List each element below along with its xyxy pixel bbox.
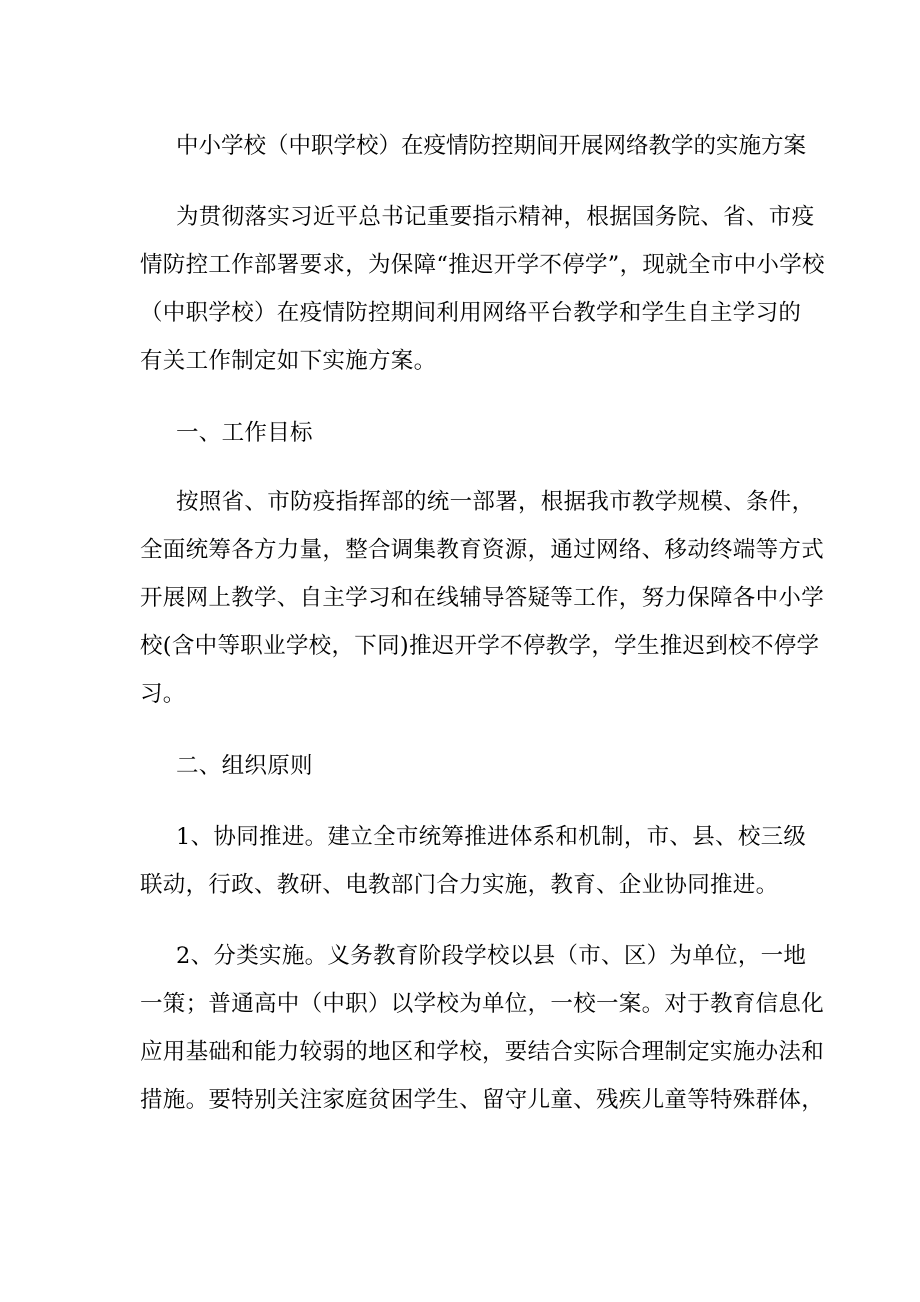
section-heading: 二、组织原则: [176, 753, 313, 779]
document-title: 中小学校（中职学校）在疫情防控期间开展网络教学的实施方案: [176, 133, 807, 159]
intro-line: 情防控工作部署要求，为保障“推迟开学不停学”，现就全市中小学校: [140, 252, 825, 278]
section1-line: 开展网上教学、自主学习和在线辅导答疑等工作，努力保障各中小学: [140, 585, 825, 611]
principle2-line: 2、分类实施。义务教育阶段学校以县（市、区）为单位，一地: [176, 943, 807, 969]
principle1-line: 1、协同推进。建立全市统筹推进体系和机制，市、县、校三级: [176, 824, 807, 850]
section1-line: 按照省、市防疫指挥部的统一部署，根据我市教学规模、条件，: [176, 489, 815, 515]
principle1-line: 联动，行政、教研、电教部门合力实施，教育、企业协同推进。: [140, 872, 779, 898]
section1-line: 全面统筹各方力量，整合调集教育资源，通过网络、移动终端等方式: [140, 537, 825, 563]
principle2-line: 措施。要特别关注家庭贫困学生、留守儿童、残疾儿童等特殊群体，: [140, 1087, 825, 1113]
section-heading: 一、工作目标: [176, 420, 313, 446]
intro-line: 为贯彻落实习近平总书记重要指示精神，根据国务院、省、市疫: [176, 204, 815, 230]
principle2-line: 一策；普通高中（中职）以学校为单位，一校一案。对于教育信息化: [140, 991, 825, 1017]
intro-line: 有关工作制定如下实施方案。: [140, 348, 437, 374]
intro-line: （中职学校）在疫情防控期间利用网络平台教学和学生自主学习的: [140, 300, 802, 326]
principle2-line: 应用基础和能力较弱的地区和学校，要结合实际合理制定实施办法和: [140, 1039, 825, 1065]
section1-line: 校(含中等职业学校，下同)推迟开学不停教学，学生推迟到校不停学: [140, 633, 820, 659]
section1-line: 习。: [140, 681, 186, 707]
